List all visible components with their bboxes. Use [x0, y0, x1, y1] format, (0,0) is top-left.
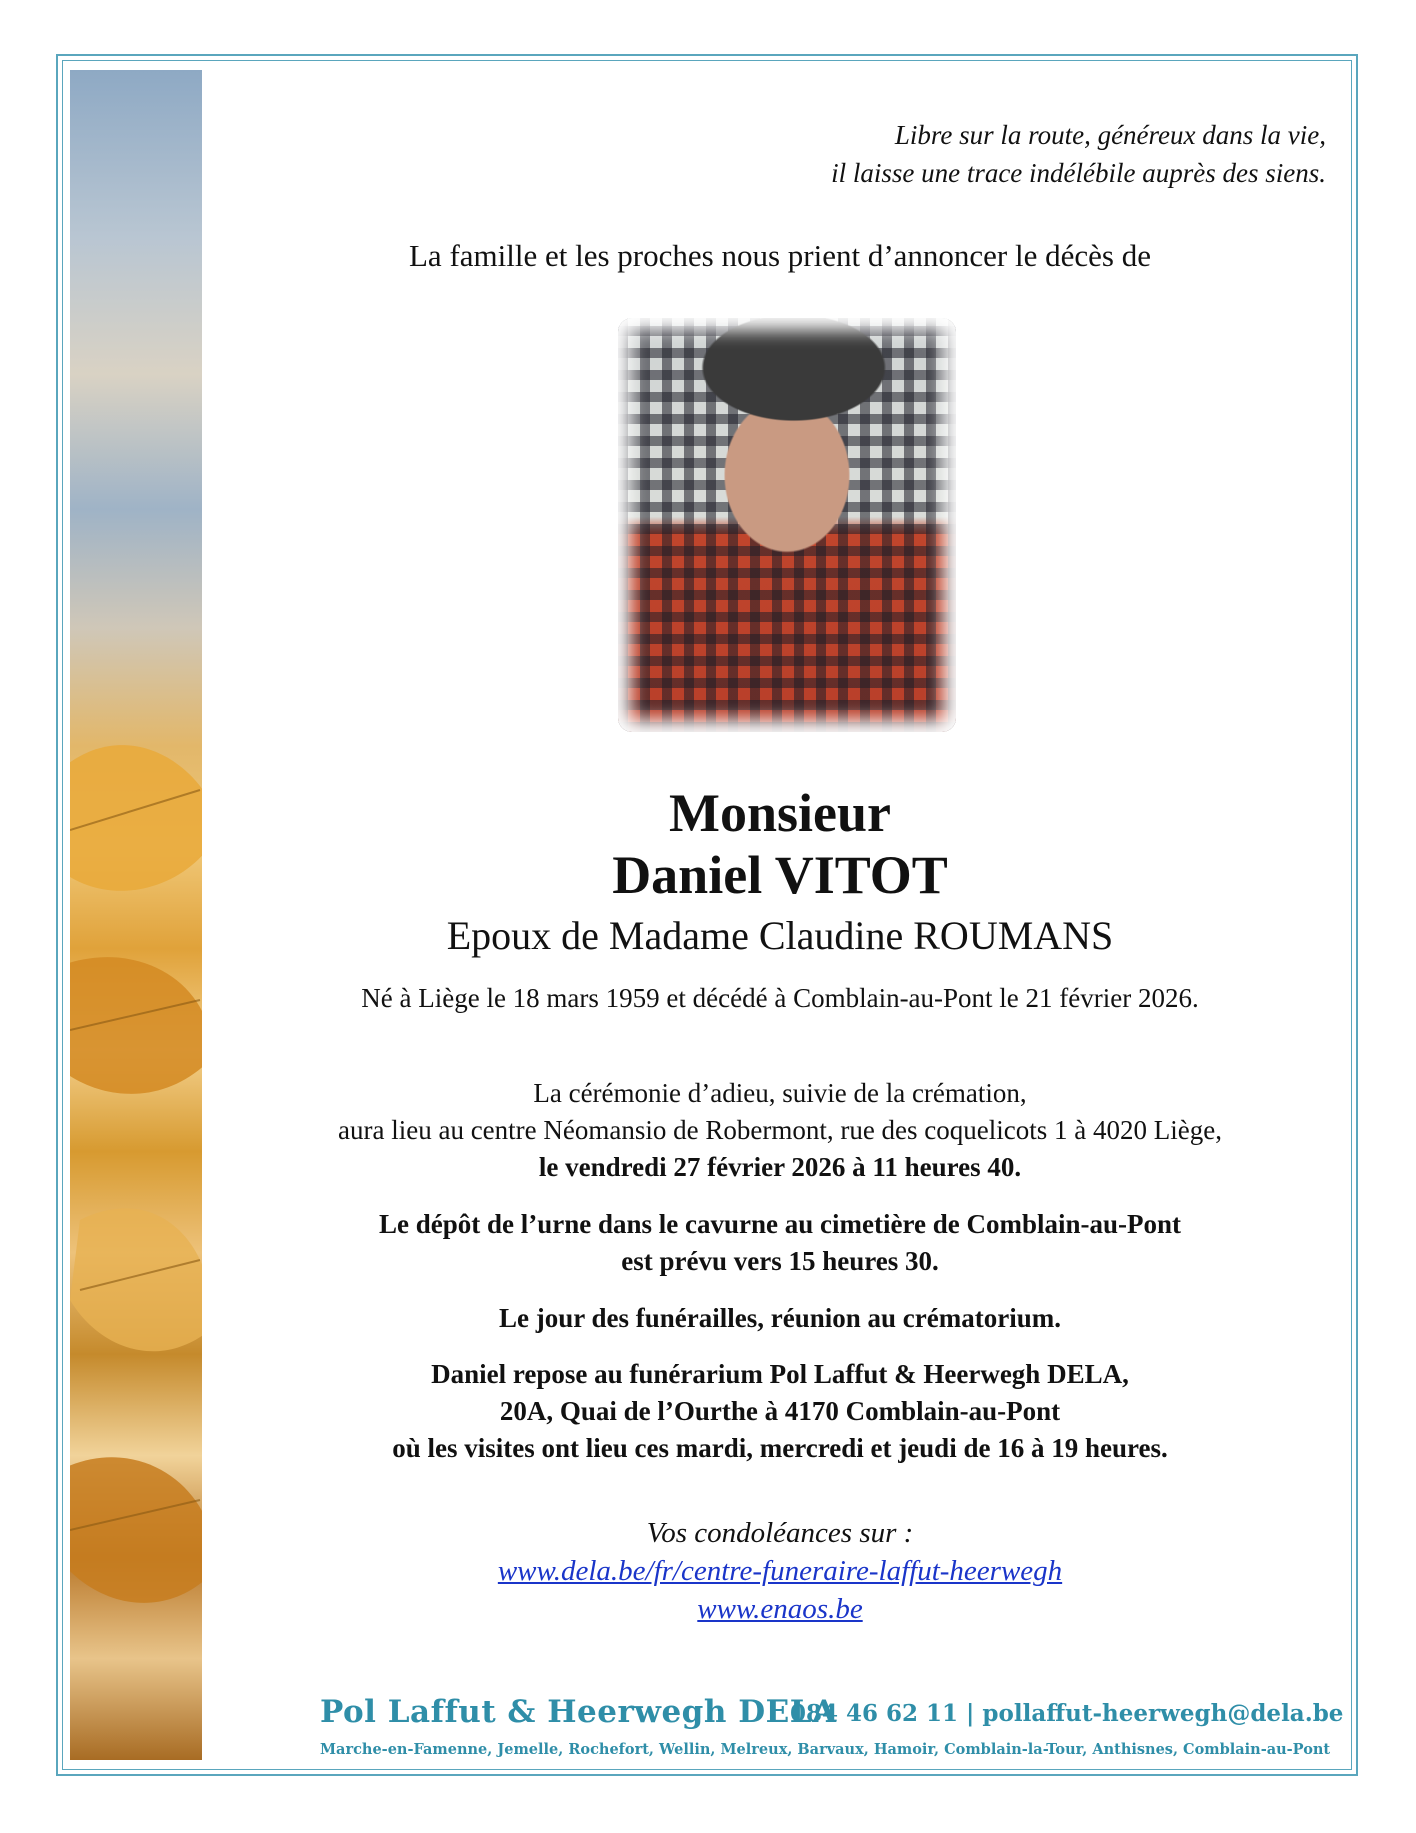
- ceremony-line-1: La cérémonie d’adieu, suivie de la crémation,: [533, 1078, 1027, 1108]
- urn-line-1: Le dépôt de l’urne dans le cavurne au cimetière de Comblain-au-Pont: [379, 1209, 1181, 1239]
- visits-line-1: Daniel repose au funérarium Pol Laffut & Heerwegh DELA,: [431, 1359, 1129, 1389]
- ceremony-date: le vendredi 27 février 2026 à 11 heures 40.: [538, 1152, 1022, 1182]
- deceased-heading: [230, 782, 1330, 906]
- ceremony-line-2: aura lieu au centre Néomansio de Robermont, rue des coquelicots 1 à 4020 Liège,: [338, 1115, 1222, 1145]
- condolences-label: Vos condoléances sur :: [646, 1517, 914, 1549]
- urn-line-2: est prévu vers 15 heures 30.: [621, 1246, 939, 1276]
- epitaph-quote: [831, 116, 1326, 192]
- enaos-link[interactable]: www.enaos.be: [697, 1593, 863, 1625]
- visits-line-3: où les visites ont lieu ces mardi, mercredi et jeudi de 16 à 19 heures.: [392, 1433, 1168, 1463]
- portrait-photo: [618, 318, 956, 732]
- spouse-line: Epoux de Madame Claudine ROUMANS: [446, 913, 1114, 958]
- deceased-name: Daniel VITOT: [612, 845, 948, 905]
- condolences-section: [230, 1514, 1330, 1628]
- quote-line-2: il laisse une trace indélébile auprès des siens.: [831, 158, 1326, 188]
- reunion-info: Le jour des funérailles, réunion au crématorium.: [499, 1303, 1061, 1333]
- birth-death-line: Né à Liège le 18 mars 1959 et décédé à Comblain-au-Pont le 21 février 2026.: [361, 983, 1199, 1013]
- dela-condolences-link[interactable]: www.dela.be/fr/centre-funeraire-laffut-heerwegh: [497, 1555, 1063, 1587]
- ceremony-info: [230, 1075, 1330, 1186]
- leaf-decoration-icon: [70, 70, 202, 1760]
- funeral-home-contact: 084 46 62 11 | pollaffut-heerwegh@dela.be: [790, 1700, 1344, 1727]
- quote-line-1: Libre sur la route, généreux dans la vie,: [894, 120, 1326, 150]
- autumn-leaves-strip: [70, 70, 202, 1760]
- funeral-home-locations: Marche-en-Famenne, Jemelle, Rochefort, Wellin, Melreux, Barvaux, Hamoir, Comblain-la-Tour, Anthisnes, Comblain-au-Pont: [320, 1741, 1331, 1758]
- announcement-intro: La famille et les proches nous prient d’annoncer le décès de: [409, 238, 1151, 273]
- visits-line-2: 20A, Quai de l’Ourthe à 4170 Comblain-au-Pont: [499, 1396, 1061, 1426]
- funeral-home-logo: Pol Laffut & Heerwegh DELA: [320, 1694, 837, 1730]
- urn-info: [230, 1206, 1330, 1280]
- visits-info: [230, 1356, 1330, 1467]
- deceased-title: Monsieur: [669, 783, 891, 843]
